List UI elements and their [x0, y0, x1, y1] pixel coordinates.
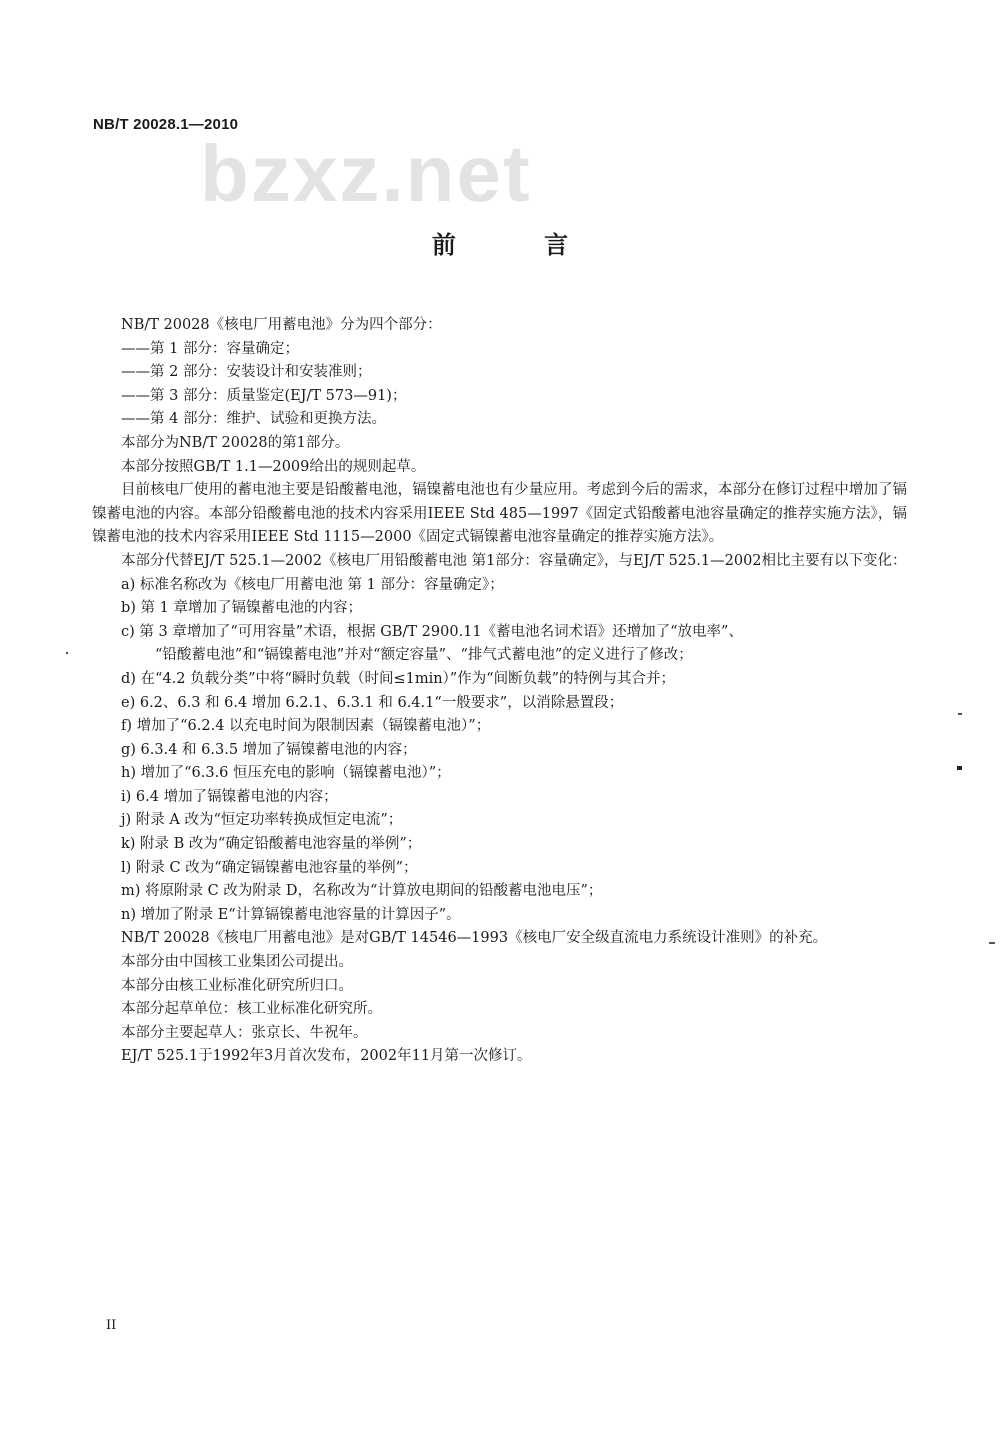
change-item — [92, 692, 907, 716]
change-item — [92, 904, 907, 928]
change-item-text: i) 6.4 增加了镉镍蓄电池的内容； — [121, 788, 338, 805]
part-of-paragraph: 本部分为NB/T 20028的第1部分。 — [121, 434, 350, 451]
part-item: ——第 2 部分：安装设计和安装准则； — [121, 364, 372, 381]
rules-paragraph: 本部分按照GB/T 1.1—2009给出的规则起草。 — [121, 458, 426, 475]
background-paragraph: 目前核电厂使用的蓄电池主要是铅酸蓄电池，镉镍蓄电池也有少量应用。考虑到今后的需求，本部分在修订过程中增加了镉镍蓄电池的内容。本部分铅酸蓄电池的技术内容采用IEEE Std 485—1997《固定式铅酸蓄电池容量确定的推荐实施方法》，镉镍蓄电池的技术内容采用IEEE Std 1115—2000《固定式镉镍蓄电池容量确定的推荐实施方法》。 — [92, 482, 907, 546]
change-item-text: d) 在“4.2 负载分类”中将“瞬时负载（时间≤1min）”作为“间断负载”的特例与其合并； — [121, 670, 676, 687]
proposed-by-paragraph: 本部分由中国核工业集团公司提出。 — [121, 954, 353, 971]
change-item-text: a) 标准名称改为《核电厂用蓄电池 第 1 部分：容量确定》； — [121, 576, 504, 593]
change-item-continuation: “铅酸蓄电池”和“镉镍蓄电池”并对“额定容量”、“排气式蓄电池”的定义进行了修改； — [155, 647, 693, 664]
intro-paragraph: NB/T 20028《核电厂用蓄电池》分为四个部分： — [121, 317, 442, 333]
change-item-text: l) 附录 C 改为“确定镉镍蓄电池容量的举例”； — [121, 859, 418, 876]
change-item — [92, 715, 907, 739]
scan-speck — [958, 713, 962, 715]
change-item-text: k) 附录 B 改为“确定铅酸蓄电池容量的举例”； — [121, 836, 422, 853]
change-item-text: f) 增加了“6.2.4 以充电时间为限制因素（镉镍蓄电池）”； — [121, 718, 491, 735]
change-item-text: n) 增加了附录 E“计算镉镍蓄电池容量的计算因子”。 — [121, 906, 461, 923]
part-item: ——第 4 部分：维护、试验和更换方法。 — [121, 411, 386, 428]
page-number: II — [106, 1318, 117, 1333]
supplement-paragraph: NB/T 20028《核电厂用蓄电池》是对GB/T 14546—1993《核电厂安全级直流电力系统设计准则》的补充。 — [121, 930, 828, 947]
change-item-text: j) 附录 A 改为“恒定功率转换成恒定电流”； — [121, 812, 403, 829]
document-code: NB/T 20028.1—2010 — [93, 116, 239, 133]
change-item-text: m) 将原附录 C 改为附录 D，名称改为“计算放电期间的铅酸蓄电池电压”； — [121, 883, 603, 900]
scan-speck — [66, 652, 68, 654]
drafting-unit-paragraph: 本部分起草单位：核工业标准化研究所。 — [121, 1001, 382, 1018]
change-item — [92, 739, 907, 763]
part-item: ——第 3 部分：质量鉴定(EJ/T 573—91)； — [121, 387, 407, 404]
change-item — [92, 762, 907, 786]
change-item — [92, 597, 907, 621]
change-item-text: h) 增加了“6.3.6 恒压充电的影响（镉镍蓄电池）”； — [121, 765, 451, 782]
change-item-text: g) 6.3.4 和 6.3.5 增加了镉镍蓄电池的内容； — [121, 741, 417, 758]
replaces-paragraph: 本部分代替EJ/T 525.1—2002《核电厂用铅酸蓄电池 第1部分：容量确定》，与EJ/T 525.1—2002相比主要有以下变化： — [121, 552, 907, 569]
change-item-text: e) 6.2、6.3 和 6.4 增加 6.2.1、6.3.1 和 6.4.1“一般要求”，以消除悬置段； — [121, 694, 624, 711]
scan-speck — [989, 942, 995, 944]
change-item — [92, 668, 907, 692]
history-paragraph: EJ/T 525.1于1992年3月首次发布，2002年11月第一次修订。 — [121, 1048, 532, 1065]
change-item — [92, 809, 907, 833]
centralized-by-paragraph: 本部分由核工业标准化研究所归口。 — [121, 977, 353, 994]
drafters-paragraph: 本部分主要起草人：张京长、牛祝年。 — [121, 1024, 368, 1041]
change-item — [92, 833, 907, 857]
change-item — [92, 786, 907, 810]
change-item-text: c) 第 3 章增加了“可用容量”术语，根据 GB/T 2900.11《蓄电池名词术语》还增加了“放电率”、 — [121, 623, 743, 640]
watermark: bzxz.net — [200, 129, 532, 218]
change-item — [92, 621, 907, 668]
part-item: ——第 1 部分：容量确定； — [121, 340, 299, 357]
page-title: 前 言 — [431, 231, 609, 259]
foreword-body — [92, 314, 907, 1069]
change-item — [92, 574, 907, 598]
change-item-text: b) 第 1 章增加了镉镍蓄电池的内容； — [121, 600, 362, 617]
change-item — [92, 880, 907, 904]
change-item — [92, 857, 907, 881]
scan-speck — [957, 766, 962, 770]
